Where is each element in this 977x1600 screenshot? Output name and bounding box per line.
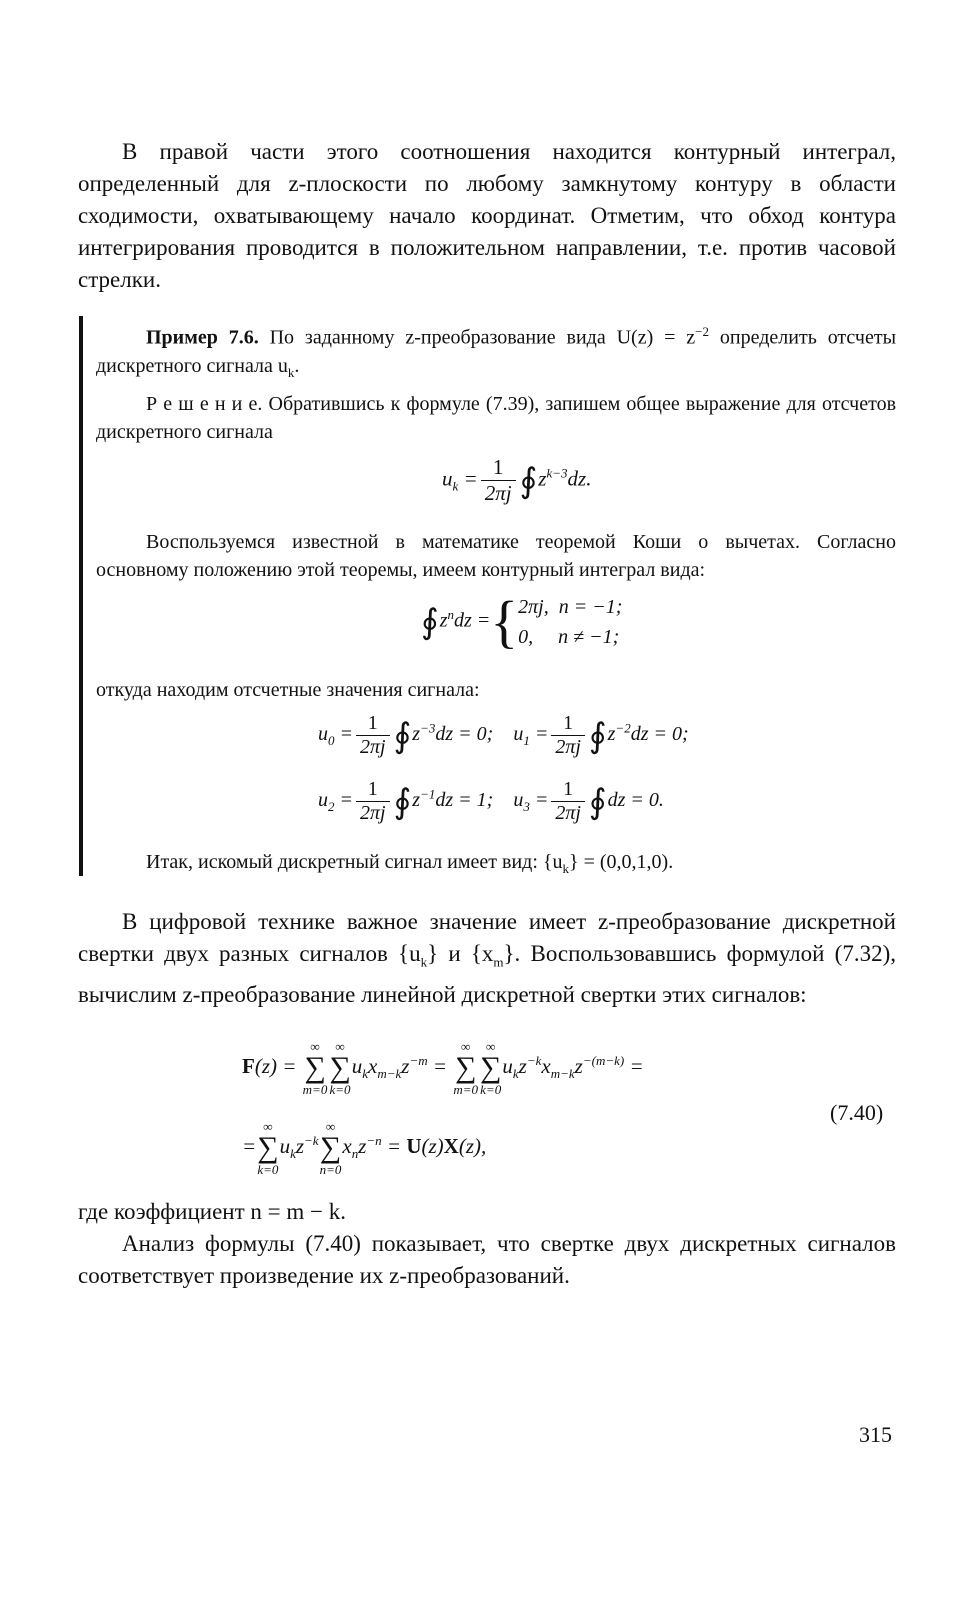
example-conclusion: Итак, искомый дискретный сигнал имеет вид: $\{u_k\} = (0,0,1,0)$. bbox=[146, 851, 674, 876]
equation-number: (7.40) bbox=[830, 1100, 884, 1125]
paragraph-coefficient: где коэффициент n = m − k. bbox=[78, 1199, 346, 1224]
solution-paragraph: Р е ш е н и е. Обратившись к формуле (7.39), запишем общее выражение для отсчетов дискретного сигнала bbox=[96, 393, 897, 443]
formula-u2-u3: $u_2$ = $\frac{1}{2\pi j}$ $∮z^{-1}dz = 1$; $u_3$ = $\frac{1}{2\pi j}$ ∮dz = 0. bbox=[318, 778, 664, 824]
paragraph-analysis: Анализ формулы (7.40) показывает, что свертке двух дискретных сигналов соответствует произведение их z-преобразований. bbox=[78, 1231, 896, 1288]
paragraph-contour-integral: В правой части этого соотношения находится контурный интеграл, определенный для z-плоскости по любому замкнутому контуру в области сходимости, охватывающему начало координат. Отметим, что обход контура интегрирования проводится в положительном направлении, т.е. против часовой стрелки. bbox=[78, 139, 896, 292]
formula-residue-theorem: $∮z^ndz$ ={ 2πj, n = −1; 0, n ≠ −1; bbox=[421, 589, 623, 654]
formula-7-40-line1: F(z) = ∞ ∑ m=0 ∞ ∑ k=0 $u_kx_{m-k}z^{-m}$ = ∞ ∑ m=0 ∞ ∑ k=0 $u_kz^{-k}x_{m-k}z^{-(m-k)}$ = bbox=[242, 1039, 644, 1097]
formula-7-40-line2: = ∞ ∑ k=0 $u_kz^{-k}$ ∞ ∑ n=0 $x_nz^{-n} = U(z)X(z)$, bbox=[242, 1119, 487, 1177]
values-paragraph: откуда находим отсчетные значения сигнала: bbox=[96, 679, 480, 701]
page-number: 315 bbox=[859, 1422, 892, 1447]
example-margin-bar bbox=[79, 316, 83, 876]
cauchy-paragraph: Воспользуемся известной в математике теоремой Коши о вычетах. Согласно основному положению этой теоремы, имеем контурный интеграл вида: bbox=[96, 531, 896, 581]
example-statement-text: По заданному z-преобразование вида U(z) = z bbox=[269, 326, 696, 349]
paragraph-convolution: В цифровой технике важное значение имеет z-преобразование дискретной свертки двух разных сигналов $\{u_k\}$ и $\{x_m\}$. Воспользовавшись формулой (7.32), вычислим z-преобразование линейной дискретной свертки этих сигналов: bbox=[78, 909, 896, 1007]
formula-uk: $u_k$ = $\frac{1}{2\pi j}$ $∮z^{k-3}dz$. bbox=[442, 455, 592, 505]
example-statement: Пример 7.6. По заданному z-преобразование вида $U(z) = z^{-2}$ определить отсчеты дискретного сигнала $u_k$. bbox=[96, 324, 897, 380]
example-title: Пример 7.6. bbox=[146, 326, 259, 349]
solution-heading: Р е ш е н и е. bbox=[146, 393, 263, 415]
formula-u0-u1: $u_0$ = $\frac{1}{2\pi j}$ $∮z^{-3}dz = 0$; $u_1$ = $\frac{1}{2\pi j}$ $∮z^{-2}dz = 0$; bbox=[318, 712, 689, 758]
